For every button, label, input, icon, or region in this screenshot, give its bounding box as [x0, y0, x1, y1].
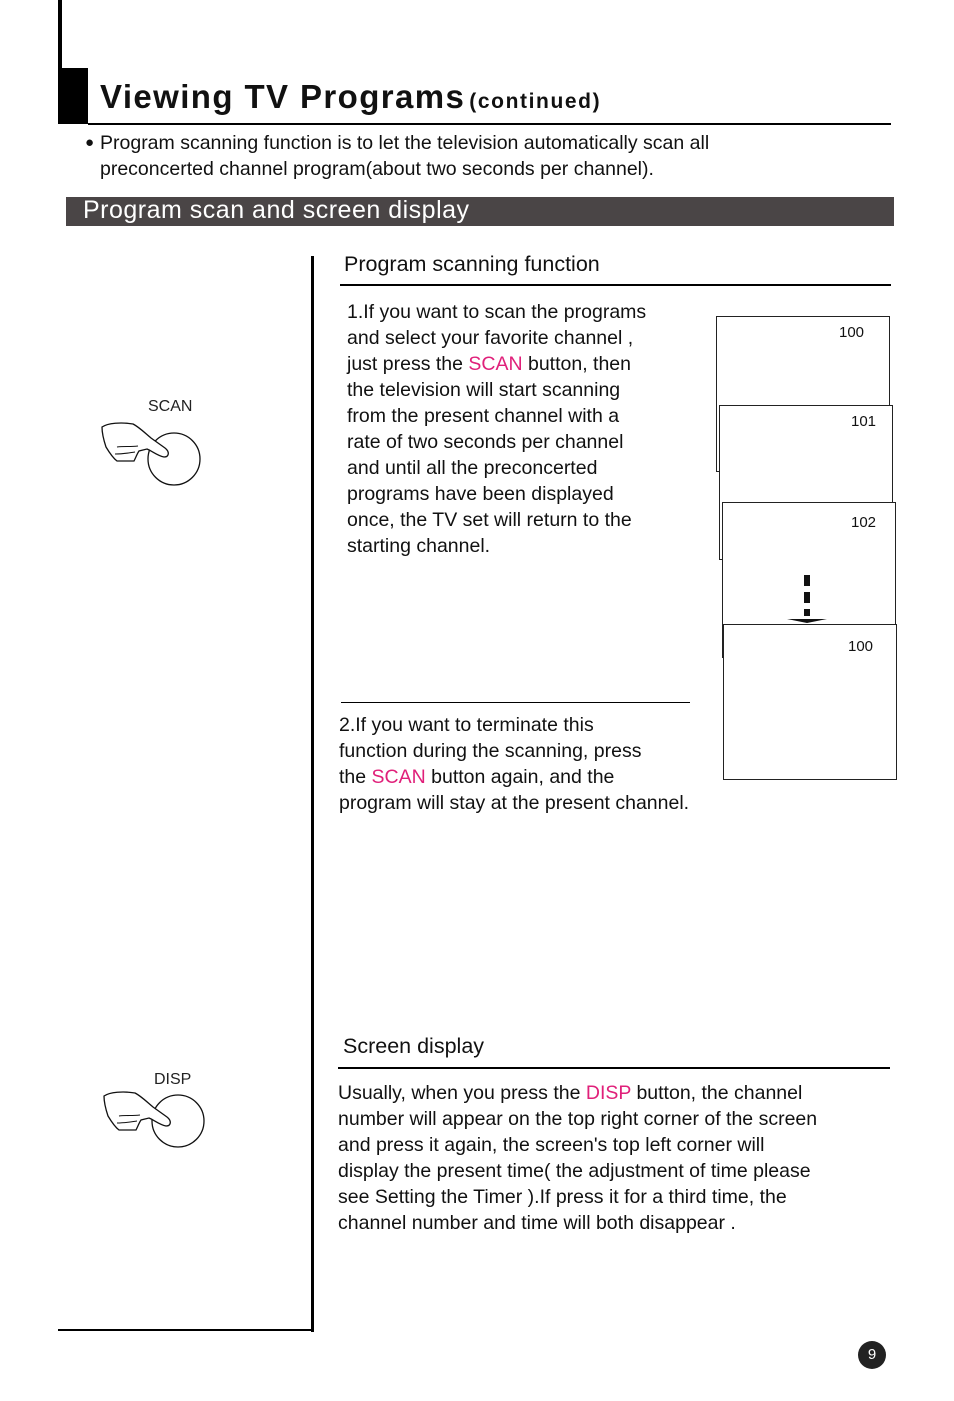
step1-line: rate of two seconds per channel: [347, 431, 624, 453]
scan-step-1: [347, 299, 646, 559]
step2-line: [339, 764, 689, 790]
step1-line: and until all the preconcerted: [347, 457, 598, 479]
step2-line: program will stay at the present channel.: [339, 792, 690, 814]
channel-number: 101: [851, 413, 877, 430]
step1-line: once, the TV set will return to the: [347, 509, 632, 531]
scan-step-2: [339, 712, 689, 816]
intro-paragraph: [85, 130, 709, 182]
step1-text: button, then: [522, 353, 631, 375]
page-title-main: Viewing TV Programs: [100, 78, 466, 115]
step2-text: button again, and the: [425, 766, 615, 788]
channel-number: 100: [848, 638, 874, 655]
header-tab-block: [58, 68, 88, 124]
disp-line: see Setting the Timer ).If press it for a third time, the: [338, 1186, 787, 1208]
step2-text: the: [339, 766, 372, 788]
intro-line: preconcerted channel program(about two seconds per channel).: [100, 158, 654, 180]
step1-line: [347, 351, 646, 377]
screen-display-paragraph: [338, 1080, 817, 1236]
channel-number: 102: [851, 514, 877, 531]
step2-line: 2.If you want to terminate this: [339, 714, 594, 736]
disp-line: and press it again, the screen's top left corner will: [338, 1134, 765, 1156]
disp-heading-rule: [338, 1067, 890, 1069]
step2-line: function during the scanning, press: [339, 740, 642, 762]
step1-line: 1.If you want to scan the programs: [347, 301, 647, 323]
page-title: [100, 78, 601, 116]
step1-text: just press the: [347, 353, 469, 375]
scan-keyword: SCAN: [371, 766, 426, 788]
return-arrow-icon: [787, 575, 827, 623]
column-divider: [311, 256, 314, 1332]
disp-line: [338, 1080, 817, 1106]
scan-button-label: SCAN: [148, 398, 193, 415]
bullet-icon: ●: [85, 134, 95, 151]
disp-button-press-icon: [101, 1091, 207, 1157]
scan-keyword: SCAN: [468, 353, 523, 375]
disp-line: channel number and time will both disappear .: [338, 1212, 736, 1234]
screen-display-heading: Screen display: [343, 1034, 485, 1058]
step1-line: the television will start scanning: [347, 379, 621, 401]
channel-number: 100: [839, 324, 865, 341]
scan-function-heading: Program scanning function: [344, 252, 600, 276]
step1-line: programs have been displayed: [347, 483, 614, 505]
step1-line: from the present channel with a: [347, 405, 620, 427]
page-title-suffix: (continued): [469, 90, 602, 113]
intro-line: Program scanning function is to let the television automatically scan all: [100, 132, 710, 154]
scan-heading-rule: [340, 284, 891, 286]
step1-line: and select your favorite channel ,: [347, 327, 634, 349]
disp-button-label: DISP: [154, 1071, 192, 1088]
step-separator: [341, 702, 690, 703]
disp-text: button, the channel: [631, 1082, 803, 1104]
disp-line: number will appear on the top right corner of the screen: [338, 1108, 818, 1130]
page-number: 9: [858, 1341, 886, 1369]
tv-screen: [723, 624, 897, 780]
bottom-rule: [58, 1329, 314, 1331]
disp-text: Usually, when you press the: [338, 1082, 586, 1104]
title-underline: [88, 123, 891, 125]
scan-button-press-icon: [99, 420, 205, 486]
disp-keyword: DISP: [585, 1082, 632, 1104]
section-title: Program scan and screen display: [83, 196, 470, 224]
disp-line: display the present time( the adjustment of time please: [338, 1160, 811, 1182]
step1-line: starting channel.: [347, 535, 491, 557]
